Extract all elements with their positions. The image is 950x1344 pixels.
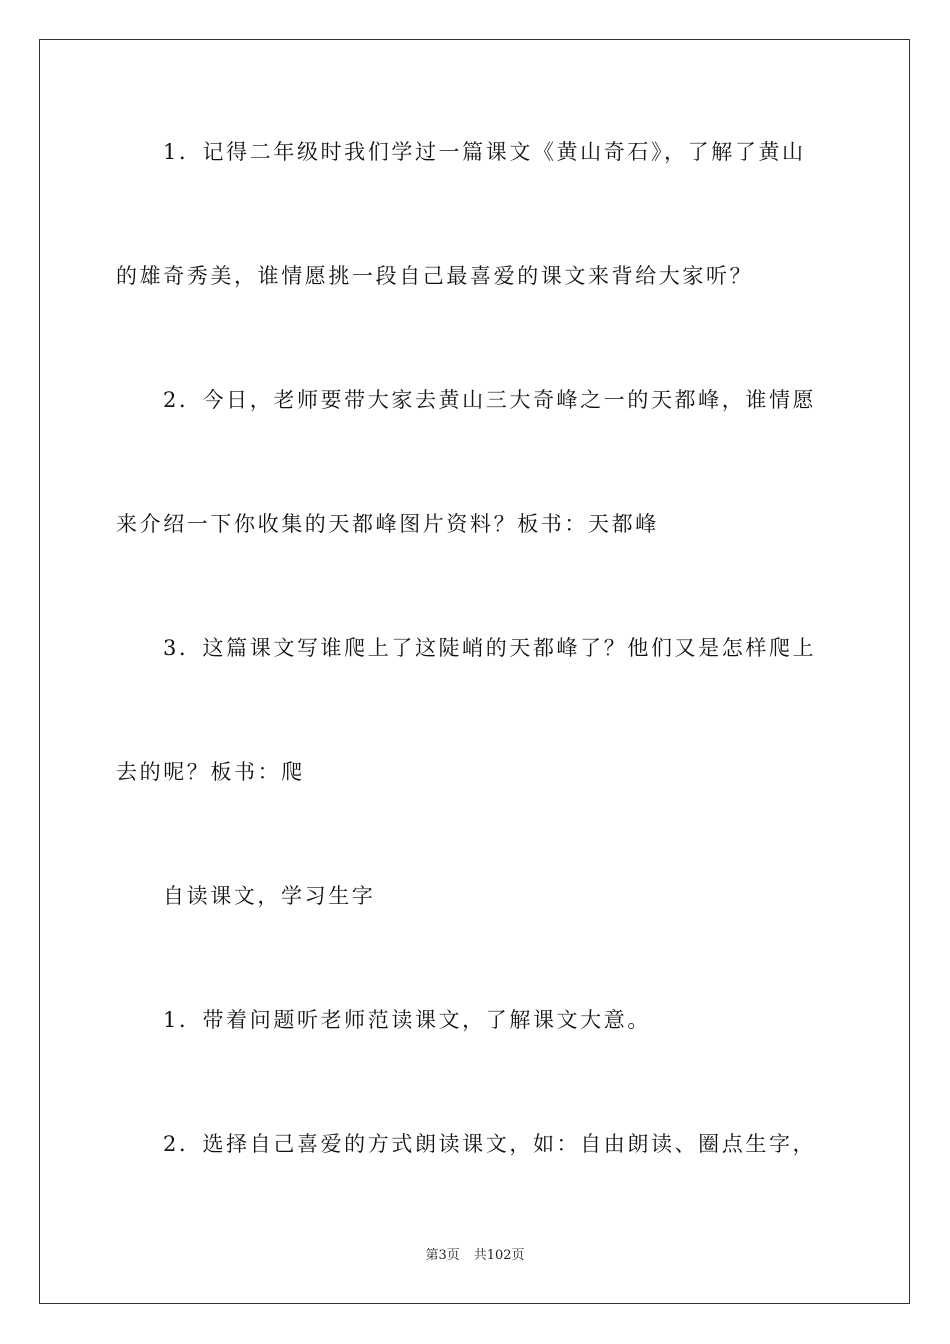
page-footer — [0, 1244, 950, 1263]
paragraph-line: 2．选择自己喜爱的方式朗读课文，如：自由朗读、圈点生字， — [163, 1132, 817, 1156]
page-total: 共102页 — [473, 1248, 525, 1263]
paragraph-line: 去的呢？板书：爬 — [116, 760, 305, 784]
paragraph-line: 的雄奇秀美，谁情愿挑一段自己最喜爱的课文来背给大家听？ — [116, 264, 754, 288]
paragraph-line: 3．这篇课文写谁爬上了这陡峭的天都峰了？他们又是怎样爬上 — [163, 636, 817, 660]
paragraph-line: 2．今日，老师要带大家去黄山三大奇峰之一的天都峰，谁情愿 — [163, 388, 817, 412]
section-heading: 自读课文，学习生字 — [163, 884, 376, 908]
page-number: 第3页 — [425, 1248, 460, 1263]
paragraph-line: 来介绍一下你收集的天都峰图片资料？板书：天都峰 — [116, 512, 659, 536]
paragraph-line: 1．带着问题听老师范读课文，了解课文大意。 — [163, 1008, 651, 1032]
paragraph-line: 1．记得二年级时我们学过一篇课文《黄山奇石》，了解了黄山 — [163, 140, 806, 164]
page-frame — [39, 39, 910, 1304]
